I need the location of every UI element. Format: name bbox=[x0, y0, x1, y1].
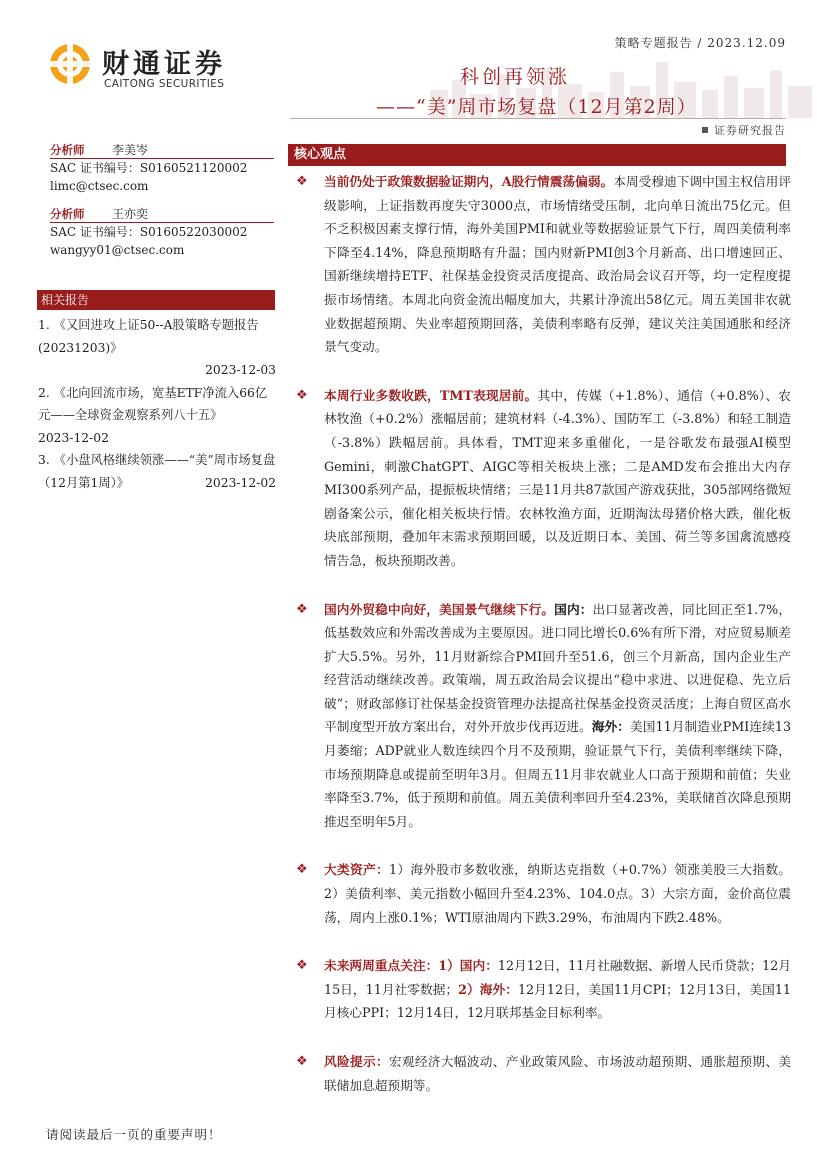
paragraph-lead: 本周行业多数收跌，TMT表现居前。 bbox=[324, 387, 538, 403]
related-reports-list bbox=[38, 314, 276, 494]
report-title: 科创再领涨 bbox=[460, 66, 571, 88]
core-view-paragraph bbox=[296, 1050, 791, 1097]
core-views-heading: 核心观点 bbox=[288, 144, 786, 166]
related-report-title[interactable]: 3. 《小盘风格继续领涨——“美”周市场复盘（12月第1周）》 bbox=[38, 453, 276, 490]
report-subtitle: ——“美”周市场复盘（12月第2周） bbox=[376, 96, 697, 118]
analyst-card bbox=[50, 205, 270, 259]
analyst-divider bbox=[50, 222, 274, 223]
paragraph-body: 宏观经济大幅波动、产业政策风险、市场波动超预期、通胀超预期、美联储加息超预期等。 bbox=[324, 1054, 792, 1093]
related-report-title[interactable]: 1. 《又回进攻上证50--A股策略专题报告(20231203)》 bbox=[38, 318, 259, 355]
core-view-paragraph bbox=[296, 384, 791, 573]
related-report-date: 2023-12-03 bbox=[205, 363, 276, 377]
company-logo bbox=[48, 40, 248, 96]
related-reports-heading: 相关报告 bbox=[37, 290, 275, 310]
report-tag-text: 证券研究报告 bbox=[714, 124, 786, 137]
diamond-bullet-icon: ❖ bbox=[296, 174, 308, 189]
header-divider bbox=[290, 118, 786, 119]
core-view-paragraph bbox=[296, 598, 791, 834]
analyst-divider bbox=[50, 158, 274, 159]
square-bullet-icon bbox=[702, 127, 708, 133]
core-view-paragraph bbox=[296, 954, 791, 1025]
diamond-bullet-icon: ❖ bbox=[296, 387, 308, 403]
logo-text-cn: 财通证券 bbox=[102, 49, 226, 80]
related-report-item[interactable] bbox=[38, 382, 276, 450]
paragraph-subhead: 海外： bbox=[591, 719, 631, 735]
paragraph-lead: 风险提示： bbox=[324, 1054, 389, 1069]
paragraph-body: 12月12日，美国11月CPI；12月13日，美国11月核心PPI；12月14日，12月联邦基金目标利率。 bbox=[324, 981, 792, 1021]
paragraph-body: 1）海外股市多数收涨，纳斯达克指数（+0.7%）领涨美股三大指数。2）美债利率、美元指数小幅回升至4.23%、104.0点。3）大宗方面，金价高位震荡，周内上涨0.1%；WTI原油周内下跌3.29%，布油周内下跌2.48%。 bbox=[324, 862, 792, 925]
related-report-item[interactable] bbox=[38, 314, 276, 382]
paragraph-lead: 大类资产： bbox=[324, 862, 389, 878]
analyst-label: 分析师 bbox=[50, 207, 85, 221]
paragraph-subhead: 1）国内： bbox=[438, 958, 498, 974]
report-tag bbox=[702, 122, 786, 138]
analyst-name: 王亦奕 bbox=[112, 207, 149, 221]
paragraph-body: 本周受穆迪下调中国主权信用评级影响，上证指数再度失守3000点，市场情绪受压制，北向单日流出75亿元。但不乏积极因素支撑行情，海外美国PMI和就业等数据验证景气下行，周四美债利率下降至4.14%，降息预期略有升温；国内财新PMI创3个月新高、出口增速回正、国新继续增持ETF、社保基金投资灵活度提高、政治局会议召开等，均一定程度提振市场情绪。本周北向资金流出幅度加大，共累计净流出58亿元。周五美国非农就业数据超预期、失业率超预期回落，美债利率略有反弹，建议关注美国通胀和经济景气变动。 bbox=[324, 174, 792, 355]
paragraph-subhead: 2）海外： bbox=[458, 981, 518, 997]
logo-mark-icon bbox=[48, 42, 92, 86]
paragraph-lead: 未来两周重点关注： bbox=[324, 958, 439, 974]
diamond-bullet-icon: ❖ bbox=[296, 1054, 308, 1069]
paragraph-body: 出口显著改善，同比回正至1.7%，低基数效应和外需改善成为主要原因。进口同比增长0.6%有所下滑，对应贸易顺差扩大5.5%。另外，11月财新综合PMI回升至51.6，创三个月新高，国内企业生产经营活动继续改善。政策端，周五政治局会议提出“稳中求进、以进促稳、先立后破”；财政部修订社保基金投资管理办法提高社保基金投资灵活度；上海自贸区高水平制度型开放方案出台，对外开放步伐再迈进。 bbox=[324, 601, 792, 735]
paragraph-lead: 当前仍处于政策数据验证期内，A股行情震荡偏弱。 bbox=[324, 174, 614, 189]
paragraph-body: 12月12日，11月社融数据、新增人民币贷款；12月15日，11月社零数据； bbox=[324, 958, 792, 997]
analyst-sac: SAC 证书编号：S0160522030002 bbox=[50, 225, 248, 239]
diamond-bullet-icon: ❖ bbox=[296, 601, 308, 617]
report-type-date: 策略专题报告 / 2023.12.09 bbox=[614, 36, 786, 50]
core-view-paragraph bbox=[296, 170, 791, 359]
analyst-card bbox=[50, 141, 270, 195]
analyst-name: 李美岑 bbox=[112, 143, 149, 157]
related-report-date: 2023-12-02 bbox=[205, 475, 276, 490]
diamond-bullet-icon: ❖ bbox=[296, 862, 308, 878]
analyst-email[interactable]: wangyy01@ctsec.com bbox=[50, 243, 185, 257]
paragraph-body: 其中，传媒（+1.8%）、通信（+0.8%）、农林牧渔（+0.2%）涨幅居前；建筑材料（-4.3%）、国防军工（-3.8%）和轻工制造（-3.8%）跌幅居前。具体看，TMT迎来多重催化，一是谷歌发布最强AI模型Gemini，刺激ChatGPT、AIGC等相关板块上涨；二是AMD发布会推出大内存MI300系列产品，提振板块情绪；三是11月共87款国产游戏获批，305部网络微短剧备案公示，催化相关板块行情。农林牧渔方面，近期淘汰母猪价格大跌，催化板块底部预期，叠加年末需求预期回暖，以及近期日本、美国、荷兰等多国禽流感疫情告急，板块预期改善。 bbox=[324, 387, 791, 568]
analyst-email[interactable]: limc@ctsec.com bbox=[50, 179, 149, 193]
related-report-title[interactable]: 2. 《北向回流市场，宽基ETF净流入66亿元——全球资金观察系列八十五》 bbox=[38, 385, 268, 422]
paragraph-body: 美国11月制造业PMI连续13月萎缩；ADP就业人数连续四个月不及预期，验证景气下行，美债利率继续下降，市场预期降息或提前至明年3月。但周五11月非农就业人口高于预期和前值；失业率降至3.7%，低于预期和前值。周五美债利率回升至4.23%，美联储首次降息预期推迟至明年5月。 bbox=[324, 719, 792, 829]
related-report-date: 2023-12-02 bbox=[38, 430, 109, 445]
footer-disclaimer: 请阅读最后一页的重要声明！ bbox=[46, 1127, 222, 1142]
core-view-paragraph bbox=[296, 858, 791, 929]
paragraph-lead: 国内外贸稳中向好，美国景气继续下行。 bbox=[324, 601, 555, 617]
diamond-bullet-icon: ❖ bbox=[296, 958, 308, 974]
analyst-label: 分析师 bbox=[50, 143, 85, 157]
paragraph-subhead: 国内： bbox=[554, 601, 593, 617]
core-views-list bbox=[296, 170, 791, 1097]
related-report-item[interactable] bbox=[38, 449, 276, 494]
analyst-sac: SAC 证书编号：S0160521120002 bbox=[50, 161, 248, 175]
logo-text-en: CAITONG SECURITIES bbox=[104, 78, 225, 90]
